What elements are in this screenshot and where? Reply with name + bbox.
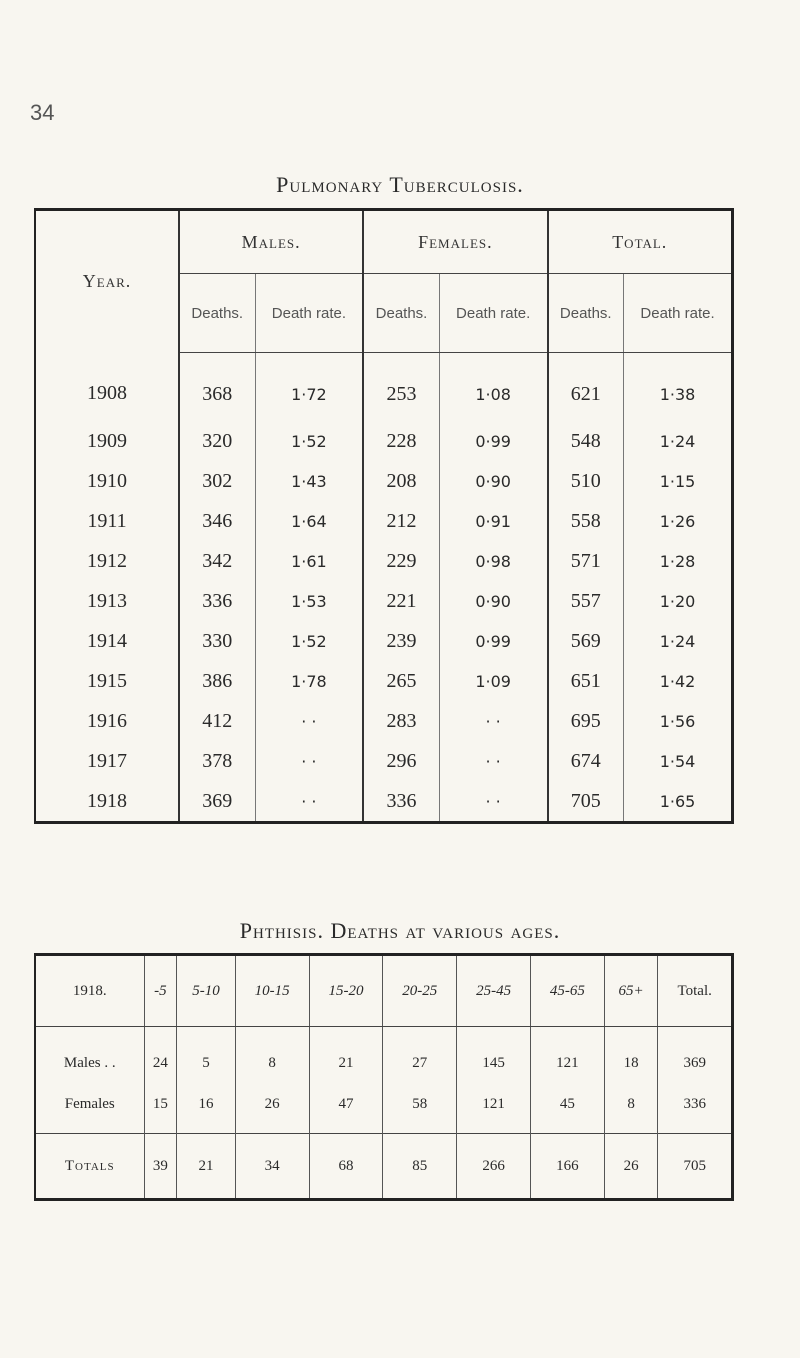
total-deaths-cell: 651 xyxy=(548,661,624,701)
males-deaths-cell: 336 xyxy=(179,581,255,621)
age-count-cell: 58 xyxy=(383,1085,457,1134)
sex-label-cell: Females xyxy=(64,1095,115,1112)
sex-label-cell: Males . . xyxy=(63,1054,116,1071)
total-rate-cell: 1·65 xyxy=(624,781,733,823)
table-row xyxy=(35,1027,733,1086)
age-count-cell: 121 xyxy=(457,1085,531,1134)
table-title-pulmonary-tuberculosis: Pulmonary Tuberculosis. xyxy=(276,172,524,197)
age-group-header: 10-15 xyxy=(235,955,309,1027)
year-cell: 1913 xyxy=(87,589,127,612)
age-count-cell: 8 xyxy=(235,1027,309,1086)
total-count-cell: 21 xyxy=(177,1134,235,1200)
year-cell: 1916 xyxy=(87,709,127,732)
age-count-cell: 16 xyxy=(177,1085,235,1134)
total-rate-cell: 1·24 xyxy=(624,421,733,461)
males-deaths-header: Deaths. xyxy=(179,274,255,353)
females-deaths-cell: 212 xyxy=(363,501,439,541)
age-count-cell: 27 xyxy=(383,1027,457,1086)
age-count-cell: 26 xyxy=(235,1085,309,1134)
females-deaths-header: Deaths. xyxy=(363,274,439,353)
total-rate-cell: 1·26 xyxy=(624,501,733,541)
year-cell: 1918 xyxy=(87,789,127,812)
males-rate-cell: · · xyxy=(255,741,363,781)
total-deaths-cell: 695 xyxy=(548,701,624,741)
total-deaths-cell: 705 xyxy=(548,781,624,823)
males-deaths-cell: 320 xyxy=(179,421,255,461)
table-row xyxy=(35,701,733,741)
table-row xyxy=(35,1085,733,1134)
total-rate-cell: 1·56 xyxy=(624,701,733,741)
table-row xyxy=(35,781,733,823)
females-rate-cell: 0·90 xyxy=(439,461,547,501)
year-cell: 1909 xyxy=(87,429,127,452)
females-rate-cell: 0·90 xyxy=(439,581,547,621)
males-deaths-cell: 302 xyxy=(179,461,255,501)
males-deaths-cell: 368 xyxy=(179,353,255,422)
total-deaths-cell: 569 xyxy=(548,621,624,661)
males-deaths-cell: 369 xyxy=(179,781,255,823)
year-cell: 1917 xyxy=(87,749,127,772)
table-row xyxy=(35,461,733,501)
total-rate-cell: 1·28 xyxy=(624,541,733,581)
females-rate-cell: 0·99 xyxy=(439,421,547,461)
total-header: Total. xyxy=(548,210,733,274)
females-rate-cell: · · xyxy=(439,741,547,781)
totals-label-cell: Totals xyxy=(35,1134,144,1200)
males-rate-cell: 1·72 xyxy=(255,353,363,422)
females-deaths-cell: 228 xyxy=(363,421,439,461)
males-rate-cell: · · xyxy=(255,701,363,741)
males-rate-header: Death rate. xyxy=(255,274,363,353)
page-number: 34 xyxy=(30,100,55,125)
males-rate-cell: 1·52 xyxy=(255,621,363,661)
age-group-header: 25-45 xyxy=(457,955,531,1027)
total-deaths-cell: 621 xyxy=(548,353,624,422)
year-header: Year. xyxy=(82,271,132,292)
age-group-header: 45-65 xyxy=(531,955,605,1027)
females-header: Females. xyxy=(363,210,547,274)
males-rate-cell: · · xyxy=(255,781,363,823)
total-rate-cell: 1·54 xyxy=(624,741,733,781)
age-count-cell: 45 xyxy=(531,1085,605,1134)
age-group-header: 5-10 xyxy=(177,955,235,1027)
year-cell: 1912 xyxy=(87,549,127,572)
females-deaths-cell: 336 xyxy=(363,781,439,823)
age-group-header: Total. xyxy=(658,955,733,1027)
total-count-cell: 166 xyxy=(531,1134,605,1200)
females-deaths-cell: 229 xyxy=(363,541,439,581)
total-rate-cell: 1·15 xyxy=(624,461,733,501)
total-deaths-cell: 571 xyxy=(548,541,624,581)
age-count-cell: 8 xyxy=(604,1085,658,1134)
total-count-cell: 68 xyxy=(309,1134,383,1200)
males-deaths-cell: 386 xyxy=(179,661,255,701)
females-deaths-cell: 253 xyxy=(363,353,439,422)
ages-table xyxy=(34,953,734,1201)
age-count-cell: 24 xyxy=(144,1027,177,1086)
age-count-cell: 121 xyxy=(531,1027,605,1086)
table-row xyxy=(35,661,733,701)
age-count-cell: 18 xyxy=(604,1027,658,1086)
total-count-cell: 39 xyxy=(144,1134,177,1200)
total-rate-cell: 1·24 xyxy=(624,621,733,661)
females-rate-cell: · · xyxy=(439,701,547,741)
males-deaths-cell: 378 xyxy=(179,741,255,781)
females-deaths-cell: 208 xyxy=(363,461,439,501)
females-rate-cell: 0·99 xyxy=(439,621,547,661)
age-count-cell: 5 xyxy=(177,1027,235,1086)
females-deaths-cell: 265 xyxy=(363,661,439,701)
males-rate-cell: 1·78 xyxy=(255,661,363,701)
females-rate-cell: · · xyxy=(439,781,547,823)
males-header: Males. xyxy=(179,210,363,274)
total-deaths-cell: 557 xyxy=(548,581,624,621)
males-deaths-cell: 346 xyxy=(179,501,255,541)
table-title-phthisis-ages: Phthisis. Deaths at various ages. xyxy=(239,918,561,943)
males-deaths-cell: 412 xyxy=(179,701,255,741)
total-deaths-header: Deaths. xyxy=(548,274,624,353)
age-group-header: -5 xyxy=(144,955,177,1027)
males-rate-cell: 1·43 xyxy=(255,461,363,501)
age-group-header: 65+ xyxy=(604,955,658,1027)
males-deaths-cell: 330 xyxy=(179,621,255,661)
total-deaths-cell: 510 xyxy=(548,461,624,501)
total-rate-cell: 1·20 xyxy=(624,581,733,621)
year-label-header: 1918. xyxy=(35,955,144,1027)
total-count-cell: 26 xyxy=(604,1134,658,1200)
age-count-cell: 15 xyxy=(144,1085,177,1134)
males-rate-cell: 1·61 xyxy=(255,541,363,581)
tuberculosis-table xyxy=(34,208,734,824)
year-cell: 1915 xyxy=(87,669,127,692)
age-count-cell: 145 xyxy=(457,1027,531,1086)
age-group-header: 15-20 xyxy=(309,955,383,1027)
table-row xyxy=(35,421,733,461)
total-deaths-cell: 674 xyxy=(548,741,624,781)
females-deaths-cell: 296 xyxy=(363,741,439,781)
table-row xyxy=(35,501,733,541)
males-rate-cell: 1·52 xyxy=(255,421,363,461)
year-cell: 1910 xyxy=(87,469,127,492)
females-rate-header: Death rate. xyxy=(439,274,547,353)
females-deaths-cell: 221 xyxy=(363,581,439,621)
year-cell: 1908 xyxy=(87,382,127,405)
males-deaths-cell: 342 xyxy=(179,541,255,581)
females-rate-cell: 1·08 xyxy=(439,353,547,422)
males-rate-cell: 1·53 xyxy=(255,581,363,621)
table-row xyxy=(35,353,733,422)
age-count-cell: 47 xyxy=(309,1085,383,1134)
total-count-cell: 266 xyxy=(457,1134,531,1200)
total-rate-cell: 1·42 xyxy=(624,661,733,701)
total-count-cell: 85 xyxy=(383,1134,457,1200)
table-row xyxy=(35,741,733,781)
total-rate-header: Death rate. xyxy=(624,274,733,353)
age-count-cell: 336 xyxy=(658,1085,733,1134)
year-cell: 1914 xyxy=(87,629,127,652)
age-count-cell: 21 xyxy=(309,1027,383,1086)
age-group-header: 20-25 xyxy=(383,955,457,1027)
females-rate-cell: 0·98 xyxy=(439,541,547,581)
females-rate-cell: 1·09 xyxy=(439,661,547,701)
females-rate-cell: 0·91 xyxy=(439,501,547,541)
total-deaths-cell: 558 xyxy=(548,501,624,541)
year-cell: 1911 xyxy=(87,509,127,532)
totals-row xyxy=(35,1134,733,1200)
total-count-cell: 705 xyxy=(658,1134,733,1200)
total-count-cell: 34 xyxy=(235,1134,309,1200)
total-rate-cell: 1·38 xyxy=(624,353,733,422)
females-deaths-cell: 283 xyxy=(363,701,439,741)
table-row xyxy=(35,621,733,661)
males-rate-cell: 1·64 xyxy=(255,501,363,541)
age-count-cell: 369 xyxy=(658,1027,733,1086)
table-row xyxy=(35,541,733,581)
total-deaths-cell: 548 xyxy=(548,421,624,461)
table-row xyxy=(35,581,733,621)
females-deaths-cell: 239 xyxy=(363,621,439,661)
